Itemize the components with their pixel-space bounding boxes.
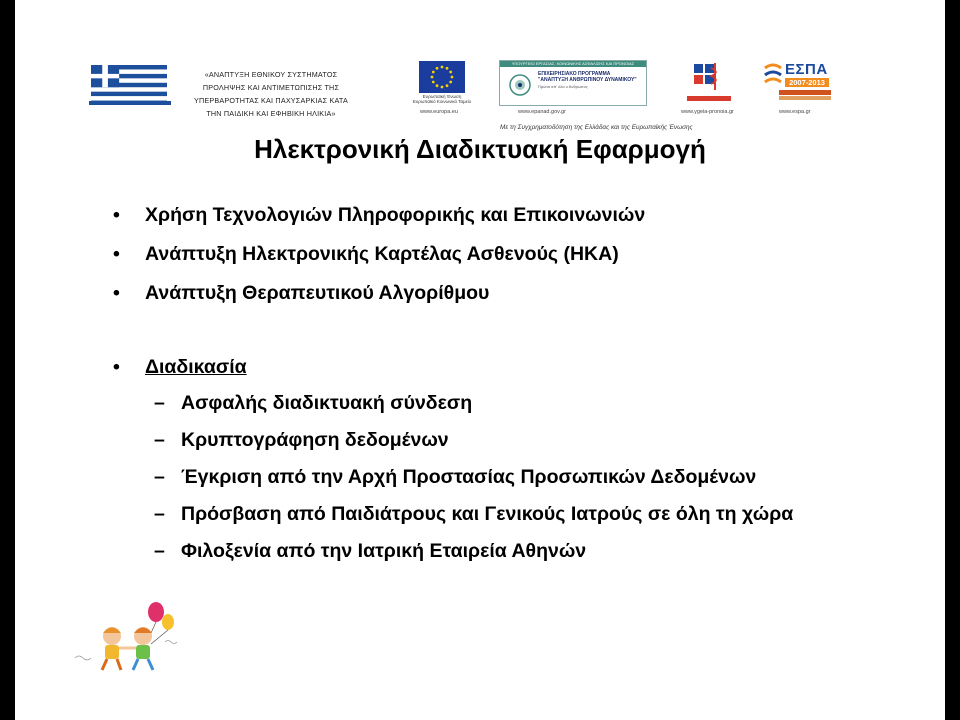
- dash-mark: –: [154, 429, 165, 451]
- sub-bullet-text: Πρόσβαση από Παιδιάτρους και Γενικούς Ιατρούς σε όλη τη χώρα: [181, 503, 794, 525]
- bullet-mark: •: [113, 204, 120, 226]
- sub-bullet-item: [113, 428, 861, 453]
- espa-logo: [763, 60, 831, 104]
- epanad-ministry-bar: ΥΠΟΥΡΓΕΙΟ ΕΡΓΑΣΙΑΣ, ΚΟΙΝΩΝΙΚΗΣ ΑΣΦΑΛΙΣΗΣ ΚΑΙ ΠΡΟΝΟΙΑΣ: [500, 61, 646, 67]
- sub-bullet-item: [113, 465, 781, 490]
- procedure-heading: Διαδικασία: [145, 356, 247, 378]
- program-title-line: ΠΡΟΛΗΨΗΣ ΚΑΙ ΑΝΤΙΜΕΤΩΠΙΣΗΣ ΤΗΣ: [202, 83, 340, 92]
- bullet-item: [113, 282, 871, 305]
- program-title: [187, 68, 355, 120]
- health-ministry-logo-icon: [691, 60, 727, 96]
- sub-bullet-item: [113, 539, 861, 564]
- espa-sub-bar: [779, 90, 831, 95]
- bullet-item-procedure: [113, 356, 871, 379]
- kids-with-balloons-clipart-icon: [55, 598, 185, 674]
- bullet-mark: •: [113, 282, 120, 304]
- espa-year: 2007-2013: [785, 78, 829, 87]
- slide-title: Ηλεκτρονική Διαδικτυακή Εφαρμογή: [254, 134, 706, 164]
- greek-flag-logo: [91, 65, 167, 105]
- europa-url: www.europa.eu: [420, 109, 458, 115]
- dash-mark: –: [154, 540, 165, 562]
- health-ministry-caption-bar: [687, 96, 731, 101]
- espa-title: ΕΣΠΑ: [785, 61, 828, 78]
- sub-bullet-item: [113, 502, 871, 527]
- sub-bullet-item: [113, 391, 861, 416]
- eu-flag-logo: [419, 61, 465, 93]
- espa-swoosh-icon: [763, 62, 783, 88]
- ygeia-url: www.ygeia-pronoia.gr: [681, 109, 734, 115]
- bullet-text: Ανάπτυξη Θεραπευτικού Αλγορίθμου: [145, 282, 490, 304]
- epanad-emblem-icon: [508, 73, 532, 97]
- bullet-mark: •: [113, 356, 120, 378]
- espa-url: www.espa.gr: [779, 109, 811, 115]
- bullet-item: [113, 204, 871, 227]
- bullet-text: Ανάπτυξη Ηλεκτρονικής Καρτέλας Ασθενούς (ΗΚΑ): [145, 243, 619, 265]
- program-title-line: ΤΗΝ ΠΑΙΔΙΚΗ ΚΑΙ ΕΦΗΒΙΚΗ ΗΛΙΚΙΑ»: [206, 109, 336, 118]
- dash-mark: –: [154, 503, 165, 525]
- epanad-url: www.epanad.gov.gr: [518, 109, 566, 115]
- epanad-logo: [499, 60, 647, 106]
- eu-caption: [411, 94, 473, 104]
- bullet-item: [113, 243, 871, 266]
- sub-bullet-text: Κρυπτογράφηση δεδομένων: [181, 429, 449, 451]
- slide: [15, 0, 945, 720]
- eu-caption-sub: Ευρωπαϊκό Κοινωνικό Ταμείο: [412, 99, 472, 104]
- epanad-line-1: ΕΠΙΧΕΙΡΗΣΙΑΚΟ ΠΡΟΓΡΑΜΜΑ: [538, 71, 611, 77]
- cofunding-note: Με τη Συγχρηματοδότηση της Ελλάδας και της Ευρωπαϊκής Ένωσης: [500, 124, 693, 131]
- dash-mark: –: [154, 392, 165, 414]
- program-title-line: «ΑΝΑΠΤΥΞΗ ΕΘΝΙΚΟΥ ΣΥΣΤΗΜΑΤΟΣ: [204, 70, 338, 79]
- sub-bullet-text: Ασφαλής διαδικτυακή σύνδεση: [181, 392, 473, 414]
- epanad-line-3: Πρώτα απ' όλα ο Άνθρωπος: [538, 84, 588, 89]
- program-title-line: ΥΠΕΡΒΑΡΟΤΗΤΑΣ ΚΑΙ ΠΑΧΥΣΑΡΚΙΑΣ ΚΑΤΑ: [194, 96, 348, 105]
- bullet-list: [113, 204, 871, 564]
- sub-bullet-text: Φιλοξενία από την Ιατρική Εταιρεία Αθηνών: [181, 540, 587, 562]
- espa-sub-bar-2: [779, 96, 831, 100]
- eu-caption-title: Ευρωπαϊκή Ένωση: [422, 94, 462, 99]
- dash-mark: –: [154, 466, 165, 488]
- bullet-mark: •: [113, 243, 120, 265]
- bullet-text: Χρήση Τεχνολογιών Πληροφορικής και Επικοινωνιών: [145, 204, 646, 226]
- greek-flag-caption-bar: [89, 101, 171, 105]
- epanad-line-2: "ΑΝΑΠΤΥΞΗ ΑΝΘΡΩΠΙΝΟΥ ΔΥΝΑΜΙΚΟΥ": [538, 77, 637, 83]
- sub-bullet-text: Έγκριση από την Αρχή Προστασίας Προσωπικών Δεδομένων: [181, 466, 757, 488]
